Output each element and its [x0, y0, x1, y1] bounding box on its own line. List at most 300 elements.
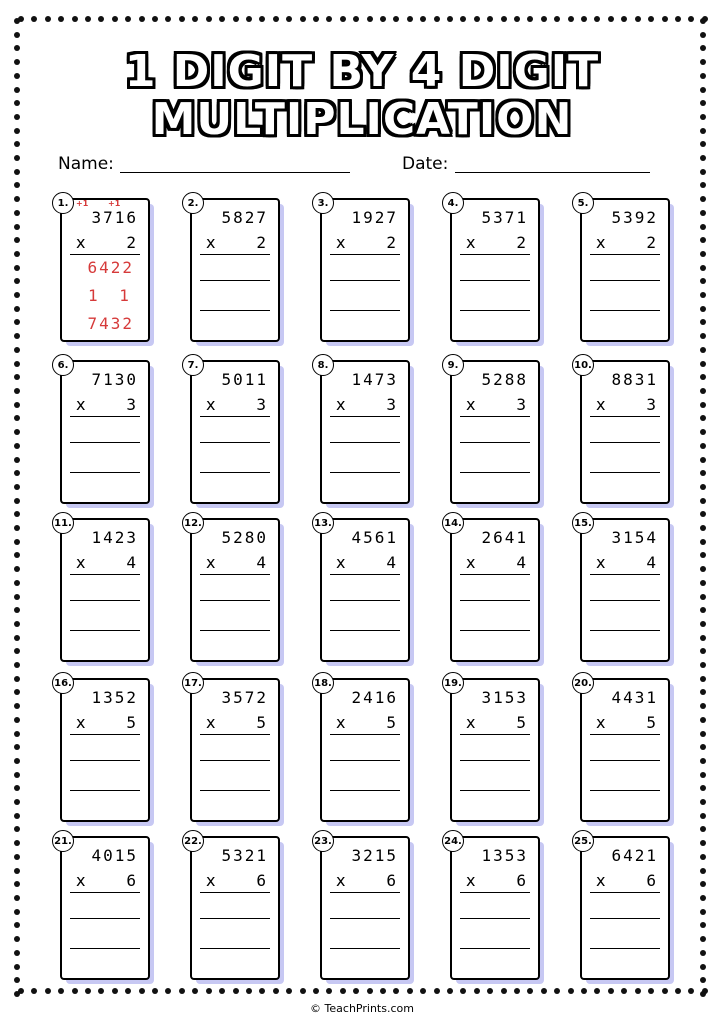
border-dot — [31, 16, 37, 22]
problem-card[interactable] — [54, 517, 150, 662]
border-dot — [14, 319, 20, 325]
border-dot — [700, 18, 706, 24]
border-dot — [14, 443, 20, 449]
work-line — [200, 630, 270, 631]
problem-card[interactable] — [447, 197, 540, 342]
multiplier: 3 — [126, 395, 136, 414]
border-dot — [700, 758, 706, 764]
border-dot — [139, 16, 145, 22]
border-dot — [14, 251, 20, 257]
work-line — [590, 948, 660, 949]
answer-rule — [460, 254, 530, 255]
border-dot — [14, 703, 20, 709]
border-dot — [700, 717, 706, 723]
multiply-sign: x — [206, 713, 216, 732]
border-dot — [581, 16, 587, 22]
border-dot — [700, 772, 706, 778]
problem-number: 19. — [442, 672, 464, 694]
border-dot — [14, 457, 20, 463]
border-dot — [14, 813, 20, 819]
problem-card[interactable] — [444, 835, 540, 980]
carry-mark: +1 — [108, 199, 121, 208]
problem-number: 4. — [442, 192, 464, 214]
card-face — [184, 677, 280, 822]
multiplier: 6 — [516, 871, 526, 890]
border-dot — [700, 498, 706, 504]
problem-number: 2. — [182, 192, 204, 214]
border-dot — [700, 977, 706, 983]
work-line — [330, 630, 400, 631]
border-dot — [700, 950, 706, 956]
border-dot — [14, 32, 20, 38]
border-dot — [246, 16, 252, 22]
problem-card[interactable] — [187, 197, 280, 342]
multiplier: 4 — [126, 553, 136, 572]
work-line — [590, 630, 660, 631]
answer-rule — [460, 416, 530, 417]
border-dot — [700, 964, 706, 970]
multiply-sign: x — [466, 871, 476, 890]
top-number: 1423 — [91, 528, 138, 547]
problem-card[interactable] — [57, 359, 150, 504]
card-face — [187, 197, 280, 342]
border-dot — [58, 16, 64, 22]
problem-card[interactable] — [187, 359, 280, 504]
top-number: 3153 — [481, 688, 528, 707]
border-dot — [527, 988, 533, 994]
work-line — [590, 600, 660, 601]
border-dot — [98, 988, 104, 994]
multiplier: 6 — [256, 871, 266, 890]
border-dot — [14, 539, 20, 545]
answer-rule — [200, 254, 270, 255]
border-dot — [700, 402, 706, 408]
card-face — [317, 197, 410, 342]
multiply-sign: x — [596, 233, 606, 252]
border-dot — [700, 511, 706, 517]
border-dot — [700, 539, 706, 545]
border-dot — [14, 525, 20, 531]
problem-number: 1. — [52, 192, 74, 214]
top-number: 3716 — [91, 208, 138, 227]
border-dot — [313, 988, 319, 994]
border-dot — [14, 936, 20, 942]
border-dot — [700, 333, 706, 339]
work-line — [590, 472, 660, 473]
border-dot — [14, 689, 20, 695]
answer-rule — [590, 574, 660, 575]
multiplier: 3 — [646, 395, 656, 414]
border-dot — [700, 840, 706, 846]
answer-rule — [590, 892, 660, 893]
work-line — [460, 442, 530, 443]
card-face — [54, 677, 150, 822]
problem-card[interactable] — [444, 677, 540, 822]
border-dot — [14, 18, 20, 24]
top-number: 3154 — [611, 528, 658, 547]
answer-rule — [590, 734, 660, 735]
answer-rule — [200, 416, 270, 417]
work-line — [200, 948, 270, 949]
border-dot — [700, 141, 706, 147]
border-dot — [501, 988, 507, 994]
border-dot — [14, 429, 20, 435]
border-dot — [501, 16, 507, 22]
multiply-sign: x — [596, 395, 606, 414]
border-dot — [353, 16, 359, 22]
problem-number: 18. — [312, 672, 334, 694]
multiplier: 3 — [516, 395, 526, 414]
border-dot — [286, 988, 292, 994]
border-dot — [688, 988, 694, 994]
border-dot — [286, 16, 292, 22]
carry-mark: +1 — [76, 199, 89, 208]
border-dot — [14, 607, 20, 613]
border-dot — [14, 676, 20, 682]
border-dot — [688, 16, 694, 22]
problem-card[interactable] — [54, 835, 150, 980]
problem-card[interactable] — [574, 835, 670, 980]
border-dot — [700, 32, 706, 38]
border-dot — [608, 988, 614, 994]
top-number: 4015 — [91, 846, 138, 865]
border-dot — [14, 909, 20, 915]
border-dot — [460, 16, 466, 22]
problem-card[interactable] — [574, 517, 670, 662]
border-dot — [152, 16, 158, 22]
border-dot — [219, 988, 225, 994]
problem-card[interactable] — [577, 197, 670, 342]
border-dot — [14, 210, 20, 216]
name-field[interactable] — [120, 172, 350, 173]
border-dot — [700, 991, 706, 997]
answer-rule — [590, 254, 660, 255]
border-dot — [621, 16, 627, 22]
border-dot — [700, 169, 706, 175]
answer-rule — [70, 892, 140, 893]
border-dot — [700, 155, 706, 161]
problem-number: 15. — [572, 512, 594, 534]
top-number: 1352 — [91, 688, 138, 707]
multiplier: 3 — [386, 395, 396, 414]
footer-copyright: © TeachPrints.com — [310, 1002, 414, 1015]
border-dot — [14, 169, 20, 175]
example-carries: 1 1 — [88, 286, 135, 305]
border-dot — [14, 141, 20, 147]
border-dot — [700, 703, 706, 709]
border-dot — [14, 511, 20, 517]
problem-card[interactable] — [314, 517, 410, 662]
work-line — [70, 442, 140, 443]
border-dot — [675, 16, 681, 22]
card-face — [574, 517, 670, 662]
border-dot — [98, 16, 104, 22]
border-dot — [393, 16, 399, 22]
border-dot — [700, 237, 706, 243]
answer-rule — [330, 892, 400, 893]
card-face — [447, 359, 540, 504]
problem-number: 17. — [182, 672, 204, 694]
border-dot — [700, 936, 706, 942]
border-dot — [14, 785, 20, 791]
multiplier: 5 — [126, 713, 136, 732]
multiplier: 4 — [646, 553, 656, 572]
top-number: 7130 — [91, 370, 138, 389]
border-dot — [14, 155, 20, 161]
border-dot — [14, 374, 20, 380]
border-dot — [700, 594, 706, 600]
border-dot — [85, 16, 91, 22]
dotted-border-bottom — [18, 988, 708, 998]
border-dot — [700, 443, 706, 449]
border-dot — [420, 16, 426, 22]
border-dot — [700, 881, 706, 887]
border-dot — [14, 854, 20, 860]
border-dot — [14, 744, 20, 750]
border-dot — [112, 16, 118, 22]
problem-card[interactable] — [184, 677, 280, 822]
border-dot — [233, 16, 239, 22]
page-title-line2: MULTIPLICATION — [151, 94, 573, 145]
work-line — [330, 948, 400, 949]
problem-card[interactable] — [574, 359, 670, 504]
border-dot — [14, 648, 20, 654]
border-dot — [14, 182, 20, 188]
problem-card[interactable] — [314, 835, 410, 980]
work-line — [70, 600, 140, 601]
work-line — [70, 948, 140, 949]
problem-card[interactable] — [317, 359, 410, 504]
top-number: 2641 — [481, 528, 528, 547]
border-dot — [179, 16, 185, 22]
multiply-sign: x — [336, 233, 346, 252]
border-dot — [700, 689, 706, 695]
work-line — [590, 310, 660, 311]
answer-rule — [330, 734, 400, 735]
border-dot — [380, 988, 386, 994]
border-dot — [554, 988, 560, 994]
border-dot — [192, 16, 198, 22]
border-dot — [700, 457, 706, 463]
card-face — [314, 517, 410, 662]
border-dot — [700, 580, 706, 586]
work-line — [590, 918, 660, 919]
work-line — [460, 948, 530, 949]
top-number: 5280 — [221, 528, 268, 547]
problem-number: 12. — [182, 512, 204, 534]
problem-card[interactable] — [314, 677, 410, 822]
border-dot — [14, 772, 20, 778]
card-face — [444, 835, 540, 980]
border-dot — [165, 988, 171, 994]
card-face — [184, 835, 280, 980]
border-dot — [14, 224, 20, 230]
border-dot — [594, 16, 600, 22]
date-label: Date: — [402, 154, 449, 174]
top-number: 5288 — [481, 370, 528, 389]
answer-rule — [70, 574, 140, 575]
border-dot — [700, 785, 706, 791]
multiplier: 2 — [516, 233, 526, 252]
border-dot — [14, 964, 20, 970]
border-dot — [14, 580, 20, 586]
border-dot — [14, 237, 20, 243]
problem-number: 13. — [312, 512, 334, 534]
card-face — [57, 359, 150, 504]
problem-number: 20. — [572, 672, 594, 694]
border-dot — [14, 635, 20, 641]
problem-card[interactable] — [54, 677, 150, 822]
example-final-answer: 7432 — [87, 314, 134, 333]
border-dot — [14, 758, 20, 764]
work-line — [460, 280, 530, 281]
border-dot — [700, 676, 706, 682]
border-dot — [700, 429, 706, 435]
multiplier: 2 — [126, 233, 136, 252]
border-dot — [14, 552, 20, 558]
problem-number: 22. — [182, 830, 204, 852]
problem-number: 9. — [442, 354, 464, 376]
card-face — [574, 677, 670, 822]
problem-number: 25. — [572, 830, 594, 852]
problem-card[interactable] — [184, 835, 280, 980]
border-dot — [514, 16, 520, 22]
work-line — [330, 310, 400, 311]
border-dot — [380, 16, 386, 22]
border-dot — [58, 988, 64, 994]
problem-number: 6. — [52, 354, 74, 376]
border-dot — [700, 813, 706, 819]
border-dot — [700, 196, 706, 202]
problem-card[interactable] — [574, 677, 670, 822]
border-dot — [14, 278, 20, 284]
border-dot — [700, 319, 706, 325]
work-line — [460, 472, 530, 473]
multiplier: 2 — [256, 233, 266, 252]
multiply-sign: x — [596, 713, 606, 732]
top-number: 4561 — [351, 528, 398, 547]
work-line — [460, 310, 530, 311]
work-line — [70, 790, 140, 791]
multiply-sign: x — [76, 233, 86, 252]
border-dot — [14, 922, 20, 928]
work-line — [460, 600, 530, 601]
border-dot — [662, 16, 668, 22]
card-face — [314, 677, 410, 822]
border-dot — [14, 333, 20, 339]
border-dot — [300, 988, 306, 994]
work-line — [200, 310, 270, 311]
border-dot — [700, 895, 706, 901]
border-dot — [700, 251, 706, 257]
border-dot — [14, 347, 20, 353]
border-dot — [700, 799, 706, 805]
date-field[interactable] — [455, 172, 650, 173]
answer-rule — [330, 254, 400, 255]
problem-card[interactable] — [57, 197, 150, 342]
border-dot — [14, 361, 20, 367]
problem-card[interactable] — [447, 359, 540, 504]
problem-number: 21. — [52, 830, 74, 852]
multiplier: 5 — [386, 713, 396, 732]
multiply-sign: x — [466, 713, 476, 732]
page-title-line1: 1 DIGIT BY 4 DIGIT — [124, 46, 600, 97]
multiplier: 3 — [256, 395, 266, 414]
border-dot — [85, 988, 91, 994]
border-dot — [700, 621, 706, 627]
answer-rule — [460, 574, 530, 575]
card-face — [574, 359, 670, 504]
work-line — [590, 442, 660, 443]
border-dot — [700, 868, 706, 874]
problem-card[interactable] — [184, 517, 280, 662]
example-partial-answer: 6422 — [87, 258, 134, 277]
border-dot — [246, 988, 252, 994]
border-dot — [45, 16, 51, 22]
border-dot — [568, 988, 574, 994]
top-number: 4431 — [611, 688, 658, 707]
top-number: 5371 — [481, 208, 528, 227]
border-dot — [206, 16, 212, 22]
answer-rule — [70, 734, 140, 735]
border-dot — [72, 16, 78, 22]
top-number: 6421 — [611, 846, 658, 865]
border-dot — [635, 16, 641, 22]
border-dot — [326, 988, 332, 994]
border-dot — [14, 977, 20, 983]
border-dot — [700, 278, 706, 284]
problem-number: 3. — [312, 192, 334, 214]
border-dot — [14, 265, 20, 271]
border-dot — [407, 988, 413, 994]
border-dot — [700, 470, 706, 476]
border-dot — [273, 988, 279, 994]
border-dot — [648, 988, 654, 994]
multiply-sign: x — [76, 553, 86, 572]
border-dot — [14, 415, 20, 421]
multiply-sign: x — [206, 233, 216, 252]
border-dot — [700, 484, 706, 490]
border-dot — [300, 16, 306, 22]
border-dot — [434, 16, 440, 22]
problem-card[interactable] — [444, 517, 540, 662]
work-line — [70, 472, 140, 473]
top-number: 2416 — [351, 688, 398, 707]
border-dot — [700, 854, 706, 860]
border-dot — [700, 525, 706, 531]
border-dot — [700, 909, 706, 915]
top-number: 1927 — [351, 208, 398, 227]
card-face — [57, 197, 150, 342]
work-line — [460, 918, 530, 919]
border-dot — [662, 988, 668, 994]
work-line — [330, 790, 400, 791]
work-line — [70, 918, 140, 919]
name-label: Name: — [58, 154, 114, 174]
problem-number: 10. — [572, 354, 594, 376]
problem-number: 24. — [442, 830, 464, 852]
card-face — [447, 197, 540, 342]
border-dot — [139, 988, 145, 994]
card-face — [444, 517, 540, 662]
border-dot — [568, 16, 574, 22]
problem-card[interactable] — [317, 197, 410, 342]
border-dot — [700, 552, 706, 558]
border-dot — [233, 988, 239, 994]
card-face — [574, 835, 670, 980]
top-number: 3215 — [351, 846, 398, 865]
top-number: 5321 — [221, 846, 268, 865]
